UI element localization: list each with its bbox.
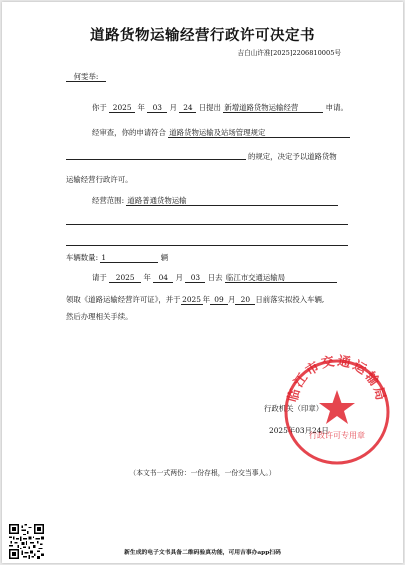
official-seal-stamp — [277, 352, 397, 472]
procedure-line: 然后办理相关手续。 — [66, 312, 133, 321]
license-paragraph: 领取《道路运输经营许可证》，并于 2025 年 09 月 20 日前落实拟投入车辆, — [66, 295, 325, 304]
application-paragraph: 你于 2025 年 03 月 24 日提出 新增道路货物运输经营 申请。 — [92, 103, 348, 112]
vehicle-count: 车辆数量: 1 辆 — [66, 253, 169, 262]
scope-blank-line-2 — [66, 245, 348, 246]
scope-blank-line-1 — [66, 224, 348, 225]
qr-verification-footer: 新生成的电子文书具备二维码验真功能，可用吉事办app扫码 — [124, 550, 281, 556]
document-title: 道路货物运输经营行政许可决定书 — [90, 27, 315, 44]
application-day: 24 — [179, 103, 196, 113]
document-number: 吉白山许准[2025]2206810005号 — [237, 49, 341, 57]
collection-paragraph: 请于 2025 年 04 月 03 日去 临江市交通运输局 — [92, 272, 337, 283]
application-month: 03 — [147, 103, 167, 113]
business-scope: 经营范围: 道路普通货物运输 — [92, 195, 338, 206]
collection-year: 2025 — [109, 273, 141, 283]
issue-date: 2025年03月24日 — [269, 426, 329, 435]
collection-office: 临江市交通运输局 — [225, 273, 337, 283]
issuing-authority: 行政机关（印章） — [264, 404, 324, 413]
business-scope-value: 道路普通货物运输 — [126, 196, 338, 206]
review-paragraph: 经审查，你的申请符合 道路货物运输及站场管理规定 — [92, 127, 350, 138]
review-decision-end: 运输经营行政许可。 — [66, 175, 133, 184]
svg-text:临江市交通运输局: 临江市交通运输局 — [285, 354, 389, 404]
copies-note: （本文书一式两份：一份存根，一份交当事人。） — [129, 469, 276, 477]
collection-day: 03 — [185, 273, 205, 283]
regulation-continuation-line — [66, 159, 246, 160]
application-year: 2025 — [109, 103, 135, 113]
deadline-month: 09 — [210, 295, 228, 305]
svg-text:行政许可专用章: 行政许可专用章 — [309, 431, 365, 440]
collection-month: 04 — [153, 273, 173, 283]
document-page — [2, 2, 403, 563]
vehicle-count-value: 1 — [100, 253, 158, 263]
application-item: 新增道路货物运输经营 — [223, 103, 323, 113]
deadline-year: 2025 — [182, 295, 201, 304]
addressee-name: 何雯举: — [66, 72, 106, 82]
deadline-day: 20 — [235, 295, 255, 305]
regulation-name: 道路货物运输及站场管理规定 — [168, 128, 350, 138]
review-decision: 的规定，决定予以道路货物 — [248, 152, 337, 161]
